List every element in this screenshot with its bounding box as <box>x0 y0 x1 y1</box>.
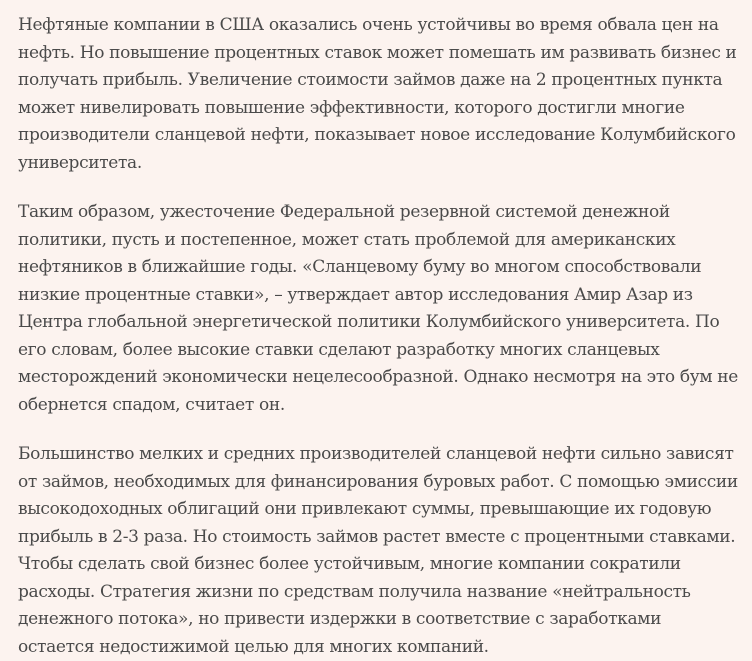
article-paragraph-2: Таким образом, ужесточение Федеральной резервной системой денежной политики, пусть и постепенное, может стать проблемой для американских нефтяников в ближайшие годы. «Сланцевому буму во многом способствовали низкие процентные ставки», – утверждает автор исследования Амир Азар из Центра глобальной энергетической политики Колумбийского университета. По его словам, более высокие ставки сделают разработку многих сланцевых месторождений экономически нецелесообразной. Однако несмотря на это бум не обернется спадом, считает он. <box>18 202 738 415</box>
article-paragraph-3: Большинство мелких и средних производителей сланцевой нефти сильно зависят от займов, необходимых для финансирования буровых работ. С помощью эмиссии высокодоходных облигаций они привлекают суммы, превышающие их годовую прибыль в 2-3 раза. Но стоимость займов растет вместе с процентными ставками. Чтобы сделать свой бизнес более устойчивым, многие компании сократили расходы. Стратегия жизни по средствам получила название «нейтральность денежного потока», но привести издержки в соответствие с заработками остается недостижимой целью для многих компаний. <box>18 444 738 657</box>
article-paragraph-1: Нефтяные компании в США оказались очень устойчивы во время обвала цен на нефть. Но повышение процентных ставок может помешать им развивать бизнес и получать прибыль. Увеличение стоимости займов даже на 2 процентных пункта может нивелировать повышение эффективности, которого достигли многие производители сланцевой нефти, показывает новое исследование Колумбийского университета. <box>18 15 737 173</box>
